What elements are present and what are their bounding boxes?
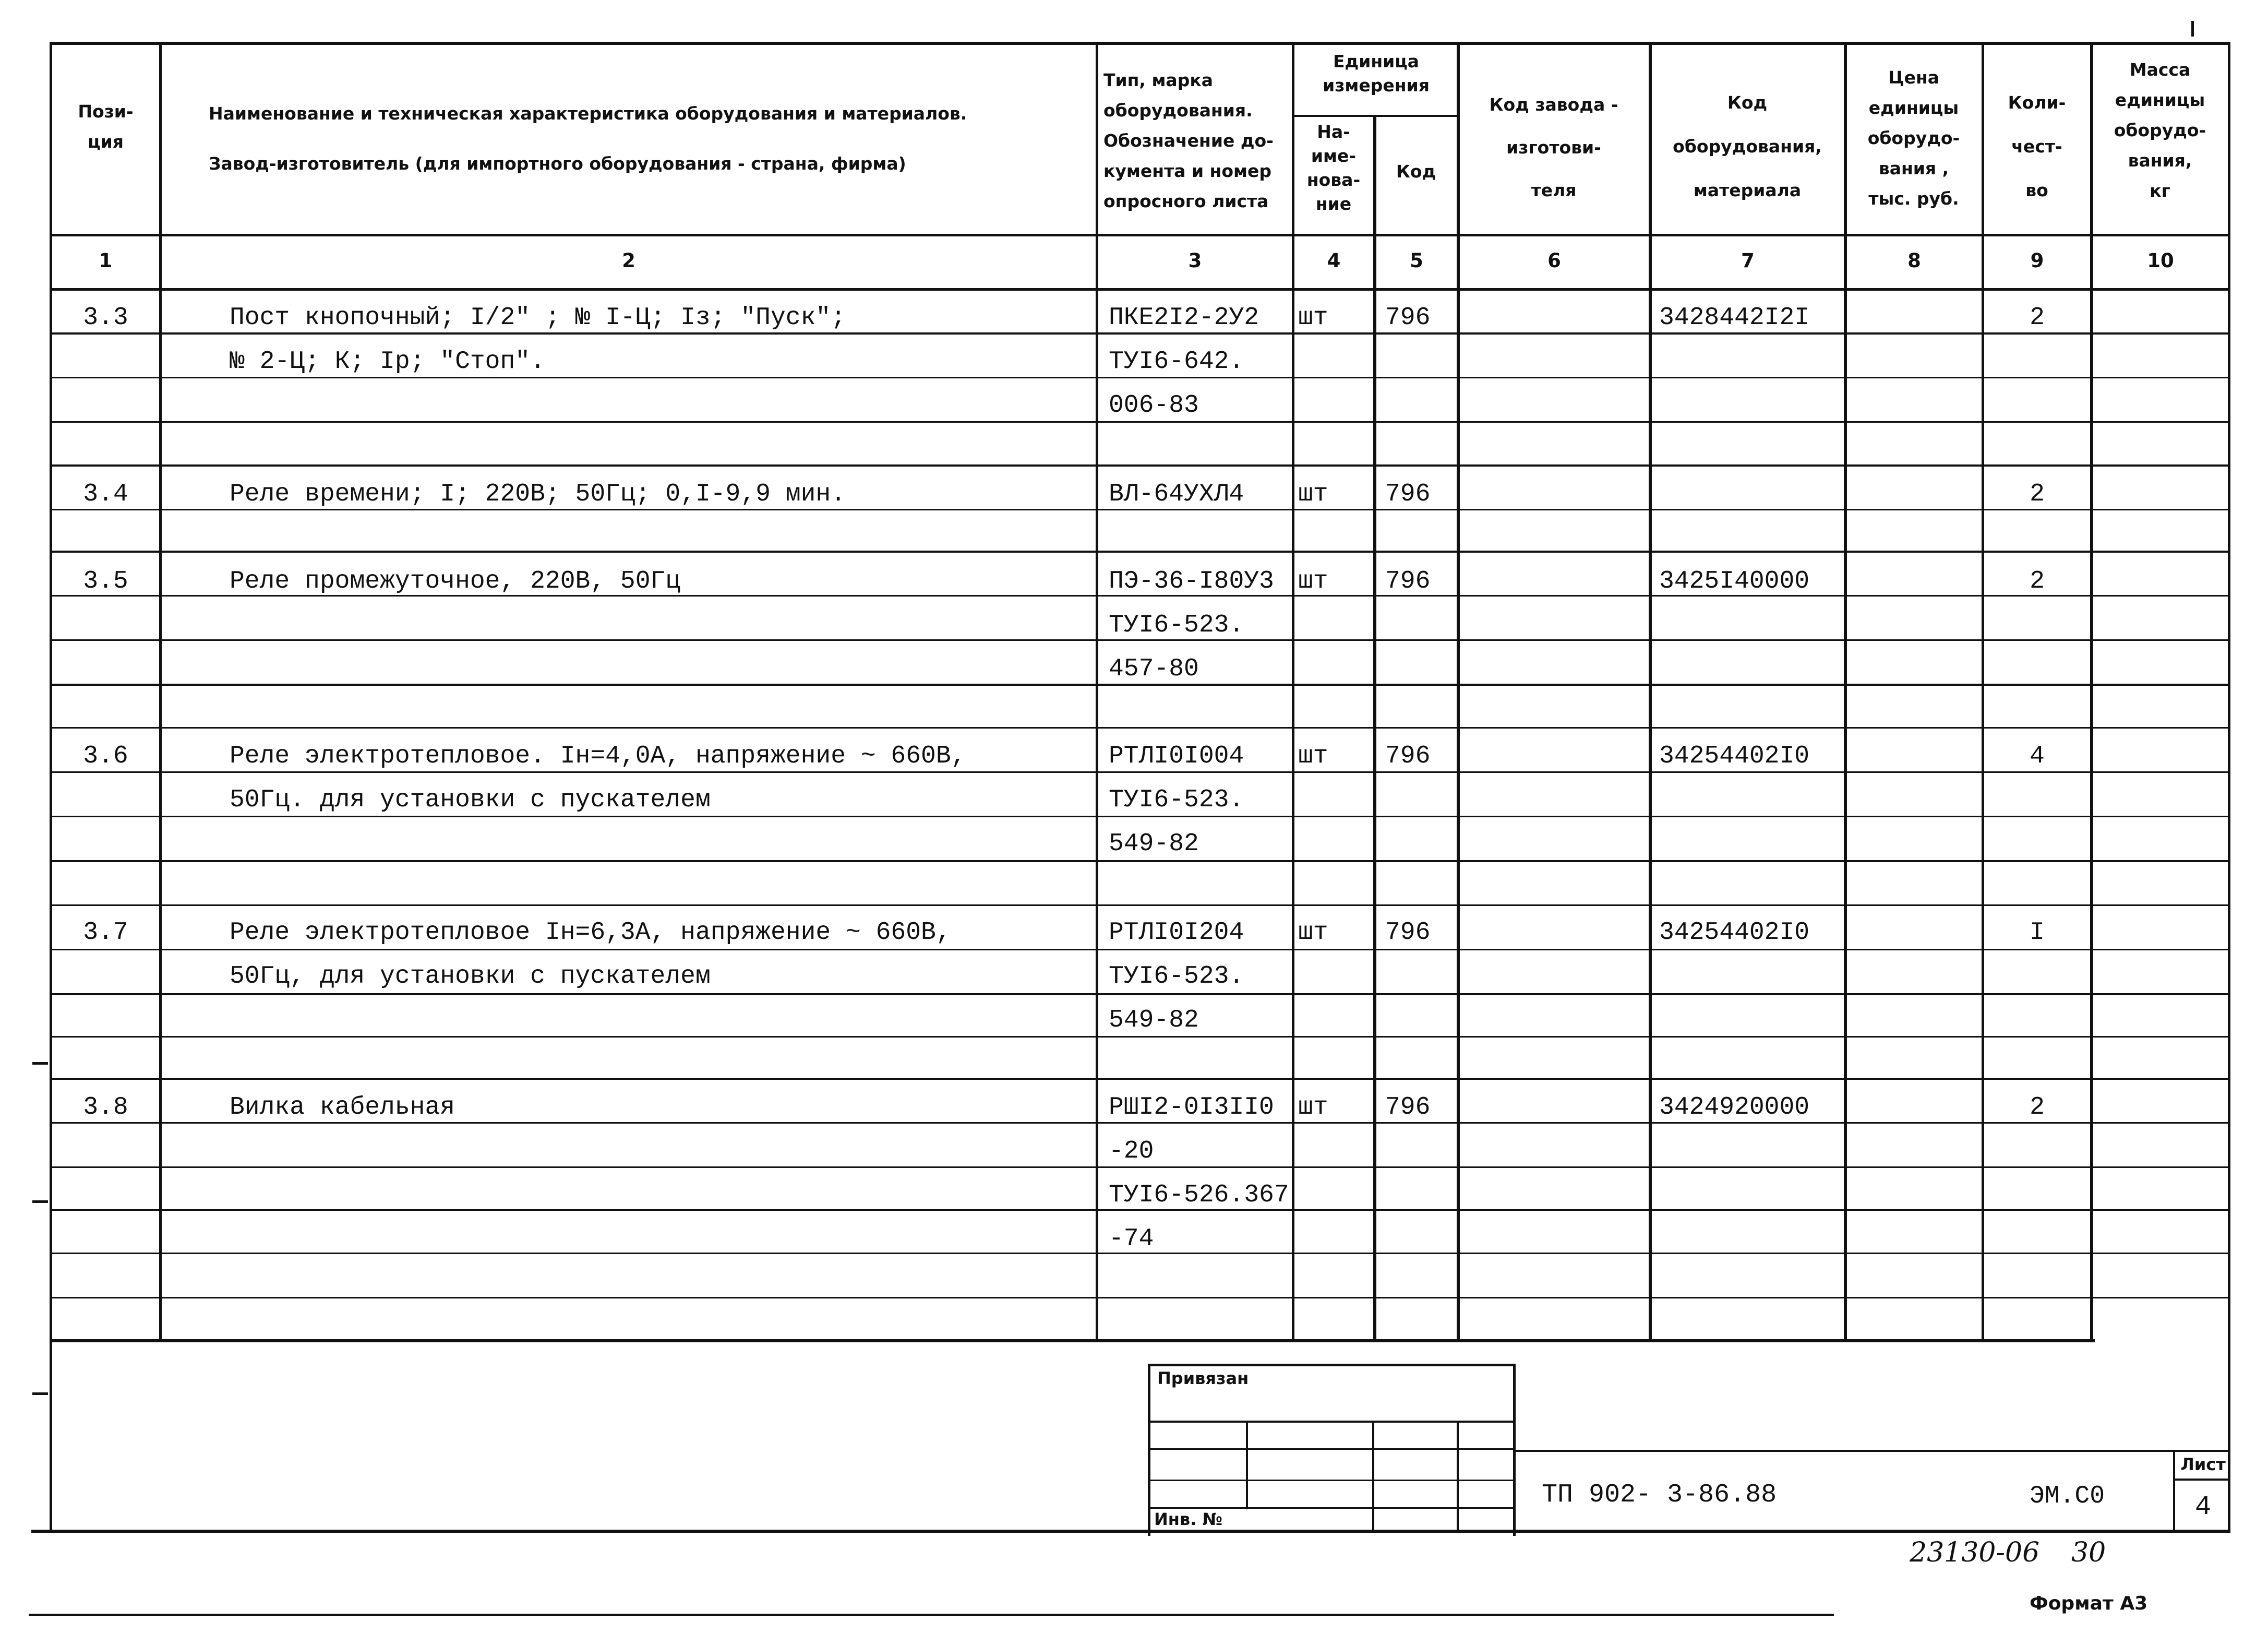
col-number: 3 <box>1188 249 1202 272</box>
unit-code: 796 <box>1385 567 1431 595</box>
header-bottom-line <box>50 234 2230 236</box>
table-row-line <box>50 949 2230 950</box>
header-text: чест- <box>2011 136 2062 157</box>
header-col8 <box>1846 63 1982 214</box>
quantity: I <box>2030 919 2045 947</box>
table-row-line <box>50 727 2230 729</box>
stamp-line <box>1457 1421 1459 1533</box>
header-text: име- <box>1311 146 1357 166</box>
table-row-line <box>50 860 2230 862</box>
header-col9 <box>1984 81 2090 212</box>
table-row-line <box>50 1166 2230 1168</box>
position-number: 3.7 <box>83 919 128 947</box>
item-type: -20 <box>1109 1137 1154 1165</box>
unit-subheader-line <box>1292 115 1459 117</box>
header-text: нова- <box>1306 170 1361 190</box>
position-number: 3.4 <box>83 480 128 508</box>
col-number: 5 <box>1410 249 1423 272</box>
item-type: РТЛI0I004 <box>1109 742 1244 770</box>
col-number: 10 <box>2147 249 2174 272</box>
numbers-bottom-line <box>50 288 2230 291</box>
margin-tick <box>32 1062 48 1065</box>
handwritten-number-2: 30 <box>2071 1537 2106 1568</box>
header-text: Код <box>1727 92 1768 113</box>
quantity: 2 <box>2030 567 2045 595</box>
stamp-line <box>1513 1450 2230 1452</box>
item-type: 006-83 <box>1109 391 1199 420</box>
header-text: На- <box>1317 122 1350 142</box>
item-name: Пост кнопочный; I/2" ; № I-Ц; Iз; "Пуск"; <box>230 304 846 332</box>
col-line-2 <box>1096 42 1098 1341</box>
table-row-line <box>50 421 2230 423</box>
unit-name: шт <box>1298 304 1328 332</box>
header-text: Код завода - <box>1489 94 1618 115</box>
col-line-7 <box>1844 42 1847 1341</box>
table-row-line <box>50 904 2230 906</box>
bottom-cut-line <box>29 1614 1834 1616</box>
col-number: 1 <box>99 249 113 272</box>
quantity: 4 <box>2030 742 2045 770</box>
margin-tick <box>32 1392 48 1395</box>
header-col7 <box>1651 81 1844 212</box>
inventory-number-label: Инв. № <box>1154 1509 1222 1529</box>
col-line-1 <box>159 42 162 1341</box>
header-text: Пози- <box>78 101 134 122</box>
stamp-line <box>1148 1480 1516 1481</box>
stamp-line <box>1148 1448 1516 1450</box>
privyazan-label: Привязан <box>1157 1368 1249 1388</box>
header-text: кумента и номер <box>1103 161 1272 181</box>
unit-name: шт <box>1298 567 1328 595</box>
col-line-6 <box>1649 42 1652 1341</box>
equipment-code: 3425I40000 <box>1659 567 1810 595</box>
unit-name: шт <box>1298 1093 1328 1122</box>
item-type: ПЭ-36-I80У3 <box>1109 567 1274 595</box>
col-line-3 <box>1292 42 1294 1341</box>
position-number: 3.5 <box>83 567 128 595</box>
item-name: Реле электротепловое. Iн=4,0А, напряжение ~ 660В, <box>230 742 966 770</box>
item-name: Реле электротепловое Iн=6,3А, напряжение ~ 660В, <box>230 919 951 947</box>
header-col4 <box>1294 120 1373 216</box>
header-text: единицы <box>2115 90 2205 110</box>
col-number: 7 <box>1741 249 1755 272</box>
header-col45 <box>1294 50 1458 98</box>
header-text: оборудо- <box>2114 120 2206 140</box>
table-row-line <box>50 1036 2230 1038</box>
stamp-line <box>1148 1364 1150 1536</box>
header-text: оборудования, <box>1673 136 1822 157</box>
col-number: 6 <box>1547 249 1561 272</box>
col-line-5 <box>1457 42 1460 1341</box>
table-row-line <box>50 377 2230 378</box>
col-number: 2 <box>622 249 635 272</box>
header-text: опросного листа <box>1103 191 1269 211</box>
col-number: 8 <box>1907 249 1921 272</box>
item-name: 50Гц, для установки с пускателем <box>230 962 711 991</box>
header-text: единицы <box>1868 98 1959 118</box>
document-code: ТП 902- 3-86.88 <box>1542 1480 1777 1510</box>
header-text: Коли- <box>2008 92 2066 113</box>
col-line-8 <box>1982 42 1984 1341</box>
item-type: ВЛ-64УХЛ4 <box>1109 480 1244 508</box>
item-type: ПКЕ2I2-2У2 <box>1109 304 1259 332</box>
document-mark: ЭМ.С0 <box>2030 1482 2105 1510</box>
header-text: Код <box>1396 161 1436 182</box>
header-text: Тип, марка <box>1103 70 1213 90</box>
item-type: 549-82 <box>1109 1006 1199 1034</box>
header-col2 <box>209 89 967 189</box>
quantity: 2 <box>2030 1093 2045 1122</box>
table-row-line <box>50 993 2230 995</box>
item-type: РТЛI0I204 <box>1109 919 1244 947</box>
equipment-code: 3428442I2I <box>1659 304 1810 332</box>
page-bottom-line <box>31 1530 2230 1533</box>
unit-name: шт <box>1298 919 1328 947</box>
position-number: 3.3 <box>83 304 128 332</box>
header-text: ция <box>88 132 124 152</box>
header-text: Наименование и техническая характеристика оборудования и материалов. <box>209 103 967 124</box>
table-row-line <box>50 816 2230 817</box>
sheet-number: 4 <box>2194 1492 2212 1522</box>
stamp-line <box>1148 1421 1516 1423</box>
item-name: № 2-Ц; К; Iр; "Стоп". <box>230 348 545 376</box>
unit-code: 796 <box>1385 742 1431 770</box>
header-text: теля <box>1531 180 1577 200</box>
unit-code: 796 <box>1385 919 1431 947</box>
col-number: 4 <box>1327 249 1341 272</box>
item-type: 549-82 <box>1109 830 1199 858</box>
equipment-code: 3424920000 <box>1659 1093 1810 1122</box>
header-text: Обозначение до- <box>1103 130 1274 151</box>
border-right <box>2228 42 2230 1532</box>
header-text: измерения <box>1323 75 1430 96</box>
table-body-bottom-line <box>50 1339 2095 1342</box>
header-text: вания , <box>1878 158 1949 178</box>
header-text: Завод-изготовитель (для импортного оборудования - страна, фирма) <box>209 153 906 174</box>
unit-name: шт <box>1298 480 1328 508</box>
header-text: изготови- <box>1506 137 1601 158</box>
header-text: ние <box>1315 194 1352 214</box>
item-type: РШI2-0I3II0 <box>1109 1093 1274 1122</box>
margin-tick <box>32 1200 48 1203</box>
table-row-line <box>50 551 2230 553</box>
header-text: материала <box>1693 180 1802 200</box>
item-type: ТУI6-523. <box>1109 962 1244 991</box>
item-type: 457-80 <box>1109 655 1199 683</box>
quantity: 2 <box>2030 480 2045 508</box>
item-type: -74 <box>1109 1225 1154 1253</box>
col-number: 9 <box>2030 249 2044 272</box>
stamp-line <box>1372 1421 1374 1533</box>
header-text: вания, <box>2128 150 2192 171</box>
header-col6 <box>1459 84 1649 212</box>
item-type: ТУI6-526.367 <box>1109 1181 1289 1209</box>
item-name: Вилка кабельная <box>230 1093 455 1122</box>
equipment-code: 34254402I0 <box>1659 919 1810 947</box>
header-text: кг <box>2150 181 2170 201</box>
position-number: 3.6 <box>83 742 128 770</box>
quantity: 2 <box>2030 304 2045 332</box>
table-row-line <box>50 464 2230 467</box>
header-text: Масса <box>2129 59 2191 80</box>
header-col1 <box>52 97 159 157</box>
unit-code: 796 <box>1385 1093 1431 1122</box>
header-col3 <box>1103 65 1291 217</box>
item-type: ТУI6-642. <box>1109 348 1244 376</box>
col-line-4 <box>1373 116 1376 1341</box>
paper-format-label: Формат А3 <box>2030 1593 2148 1614</box>
col-line-9 <box>2090 42 2093 1341</box>
table-row-line <box>50 771 2230 773</box>
stamp-line <box>2173 1479 2230 1481</box>
item-type: ТУI6-523. <box>1109 786 1244 814</box>
handwritten-number: 23130-06 <box>1910 1537 2040 1568</box>
item-type: ТУI6-523. <box>1109 611 1244 639</box>
item-name: Реле промежуточное, 220В, 50Гц <box>230 567 681 595</box>
table-row-line <box>50 1297 2230 1298</box>
stamp-line <box>1246 1421 1248 1509</box>
table-top-border <box>50 42 2230 45</box>
stamp-line <box>1148 1507 1516 1509</box>
header-text: Единица <box>1333 51 1419 71</box>
header-text: Цена <box>1888 67 1940 88</box>
table-row-line <box>50 1078 2230 1080</box>
equipment-code: 34254402I0 <box>1659 742 1810 770</box>
header-col10 <box>2092 55 2228 206</box>
position-number: 3.8 <box>83 1093 128 1122</box>
header-text: оборудо- <box>1867 128 1960 148</box>
unit-name: шт <box>1298 742 1328 770</box>
margin-tick <box>2191 21 2194 37</box>
unit-code: 796 <box>1385 304 1431 332</box>
unit-code: 796 <box>1385 480 1431 508</box>
header-text: во <box>2025 180 2048 200</box>
stamp-line <box>1148 1364 1516 1366</box>
stamp-line <box>2173 1450 2175 1532</box>
header-col5 <box>1375 157 1457 187</box>
header-text: оборудования. <box>1103 100 1253 121</box>
header-text: тыс. руб. <box>1868 188 1959 209</box>
item-name: Реле времени; I; 220В; 50Гц; 0,I-9,9 мин. <box>230 480 846 508</box>
item-name: 50Гц. для установки с пускателем <box>230 786 711 814</box>
sheet-label: Лист <box>2180 1455 2226 1474</box>
